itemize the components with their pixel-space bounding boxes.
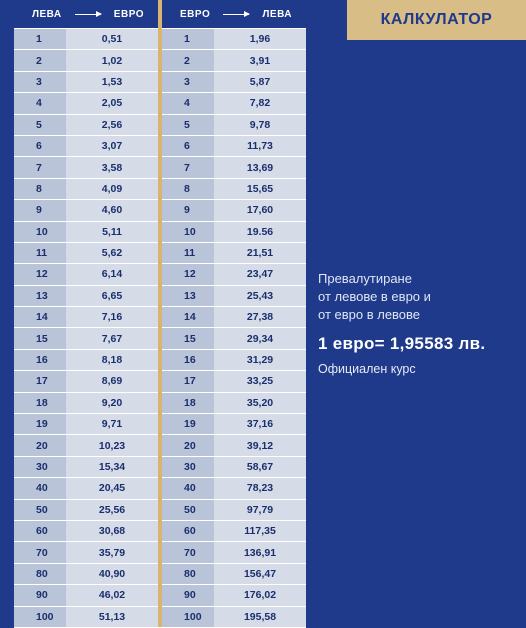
eur-result-cell: 25,56 [66,499,158,520]
eur-result-cell: 7,67 [66,328,158,349]
eur-result-cell: 5,11 [66,221,158,242]
bgn-result-cell: 3,91 [214,50,306,71]
bgn-result-cell: 117,35 [214,520,306,541]
bgn-amount-cell: 40 [14,478,66,499]
table-row [14,29,306,50]
eur-amount-cell: 14 [162,307,214,328]
eur-result-cell: 10,23 [66,435,158,456]
bgn-result-cell: 15,65 [214,178,306,199]
eur-amount-cell: 100 [162,606,214,627]
eur-result-cell: 0,51 [66,29,158,50]
bgn-amount-cell: 90 [14,585,66,606]
table-row [14,114,306,135]
bgn-result-cell: 5,87 [214,71,306,92]
right-header-to: ЛЕВА [262,8,293,20]
bgn-amount-cell: 4 [14,93,66,114]
eur-result-cell: 2,05 [66,93,158,114]
table-header-row [14,0,306,29]
table-row [14,157,306,178]
table-row [14,392,306,413]
eur-result-cell: 30,68 [66,520,158,541]
bgn-result-cell: 78,23 [214,478,306,499]
eur-amount-cell: 16 [162,349,214,370]
bgn-amount-cell: 80 [14,563,66,584]
table-row [14,435,306,456]
table-row [14,456,306,477]
conversion-table [14,0,306,628]
eur-amount-cell: 30 [162,456,214,477]
eur-result-cell: 3,07 [66,135,158,156]
calculator-badge-label: КАЛКУЛАТОР [380,11,493,28]
table-body [14,29,306,628]
table-row [14,349,306,370]
right-header-from: ЕВРО [180,8,211,20]
eur-amount-cell: 40 [162,478,214,499]
eur-result-cell: 9,71 [66,414,158,435]
table-row [14,499,306,520]
bgn-result-cell: 97,79 [214,499,306,520]
left-header [14,0,158,29]
bgn-result-cell: 136,91 [214,542,306,563]
eur-result-cell: 6,14 [66,264,158,285]
bgn-amount-cell: 7 [14,157,66,178]
bgn-amount-cell: 14 [14,307,66,328]
table-row [14,328,306,349]
eur-amount-cell: 6 [162,135,214,156]
eur-amount-cell: 7 [162,157,214,178]
bgn-amount-cell: 100 [14,606,66,627]
bgn-amount-cell: 16 [14,349,66,370]
conversion-table-container [14,0,306,628]
bgn-result-cell: 21,51 [214,242,306,263]
bgn-amount-cell: 11 [14,242,66,263]
bgn-result-cell: 23,47 [214,264,306,285]
arrow-right-icon [223,14,249,15]
bgn-amount-cell: 6 [14,135,66,156]
bgn-result-cell: 35,20 [214,392,306,413]
eur-result-cell: 4,60 [66,200,158,221]
bgn-result-cell: 39,12 [214,435,306,456]
eur-result-cell: 35,79 [66,542,158,563]
eur-amount-cell: 50 [162,499,214,520]
eur-amount-cell: 12 [162,264,214,285]
eur-amount-cell: 90 [162,585,214,606]
table-row [14,200,306,221]
table-row [14,414,306,435]
exchange-rate: 1 евро= 1,95583 лв. [318,334,486,353]
eur-result-cell: 20,45 [66,478,158,499]
official-rate-label: Официален курс [318,362,416,376]
table-row [14,285,306,306]
eur-result-cell: 9,20 [66,392,158,413]
bgn-result-cell: 33,25 [214,371,306,392]
table-row [14,242,306,263]
table-row [14,606,306,627]
info-line-3: от евро в левове [318,307,421,322]
eur-result-cell: 5,62 [66,242,158,263]
bgn-amount-cell: 17 [14,371,66,392]
bgn-amount-cell: 1 [14,29,66,50]
bgn-result-cell: 25,43 [214,285,306,306]
bgn-amount-cell: 12 [14,264,66,285]
bgn-result-cell: 29,34 [214,328,306,349]
bgn-result-cell: 11,73 [214,135,306,156]
eur-amount-cell: 11 [162,242,214,263]
eur-amount-cell: 13 [162,285,214,306]
eur-amount-cell: 1 [162,29,214,50]
eur-amount-cell: 18 [162,392,214,413]
eur-amount-cell: 70 [162,542,214,563]
bgn-amount-cell: 60 [14,520,66,541]
bgn-amount-cell: 18 [14,392,66,413]
eur-amount-cell: 4 [162,93,214,114]
eur-amount-cell: 20 [162,435,214,456]
eur-amount-cell: 2 [162,50,214,71]
left-header-to: ЕВРО [113,8,145,20]
bgn-amount-cell: 2 [14,50,66,71]
bgn-amount-cell: 3 [14,71,66,92]
bgn-result-cell: 37,16 [214,414,306,435]
bgn-result-cell: 176,02 [214,585,306,606]
info-line-1: Превалутиране [318,271,412,286]
table-row [14,371,306,392]
bgn-result-cell: 31,29 [214,349,306,370]
bgn-amount-cell: 20 [14,435,66,456]
eur-amount-cell: 8 [162,178,214,199]
bgn-result-cell: 17,60 [214,200,306,221]
bgn-result-cell: 13,69 [214,157,306,178]
left-header-from: ЛЕВА [32,8,62,20]
eur-amount-cell: 10 [162,221,214,242]
eur-result-cell: 1,53 [66,71,158,92]
bgn-amount-cell: 5 [14,114,66,135]
table-row [14,135,306,156]
bgn-amount-cell: 19 [14,414,66,435]
eur-result-cell: 7,16 [66,307,158,328]
eur-result-cell: 3,58 [66,157,158,178]
info-panel [318,270,485,376]
bgn-result-cell: 195,58 [214,606,306,627]
bgn-result-cell: 19.56 [214,221,306,242]
info-line-2: от левове в евро и [318,289,431,304]
eur-result-cell: 15,34 [66,456,158,477]
eur-result-cell: 46,02 [66,585,158,606]
eur-result-cell: 8,69 [66,371,158,392]
bgn-amount-cell: 30 [14,456,66,477]
table-row [14,264,306,285]
bgn-amount-cell: 8 [14,178,66,199]
table-row [14,307,306,328]
calculator-badge [347,0,526,40]
eur-result-cell: 40,90 [66,563,158,584]
eur-amount-cell: 80 [162,563,214,584]
bgn-result-cell: 58,67 [214,456,306,477]
table-row [14,71,306,92]
eur-result-cell: 4,09 [66,178,158,199]
right-header [162,0,306,29]
bgn-amount-cell: 70 [14,542,66,563]
bgn-amount-cell: 15 [14,328,66,349]
table-row [14,50,306,71]
eur-result-cell: 8,18 [66,349,158,370]
eur-amount-cell: 3 [162,71,214,92]
bgn-amount-cell: 9 [14,200,66,221]
bgn-amount-cell: 50 [14,499,66,520]
eur-result-cell: 51,13 [66,606,158,627]
eur-amount-cell: 17 [162,371,214,392]
bgn-result-cell: 27,38 [214,307,306,328]
table-row [14,221,306,242]
bgn-result-cell: 9,78 [214,114,306,135]
bgn-result-cell: 1,96 [214,29,306,50]
table-row [14,178,306,199]
eur-result-cell: 2,56 [66,114,158,135]
table-row [14,563,306,584]
eur-amount-cell: 9 [162,200,214,221]
eur-amount-cell: 60 [162,520,214,541]
bgn-result-cell: 7,82 [214,93,306,114]
arrow-right-icon [75,14,101,15]
eur-amount-cell: 15 [162,328,214,349]
eur-amount-cell: 5 [162,114,214,135]
table-row [14,542,306,563]
table-row [14,478,306,499]
eur-amount-cell: 19 [162,414,214,435]
table-row [14,93,306,114]
bgn-result-cell: 156,47 [214,563,306,584]
bgn-amount-cell: 10 [14,221,66,242]
bgn-amount-cell: 13 [14,285,66,306]
table-row [14,520,306,541]
table-row [14,585,306,606]
eur-result-cell: 6,65 [66,285,158,306]
eur-result-cell: 1,02 [66,50,158,71]
